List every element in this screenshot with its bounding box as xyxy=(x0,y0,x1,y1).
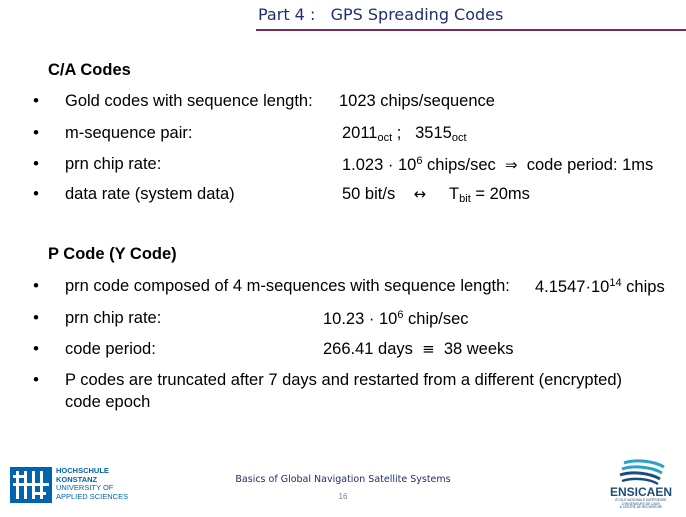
p-chip-rate-unit: chip/sec xyxy=(408,310,469,328)
t-bit-subscript: bit xyxy=(459,193,471,205)
bullet-value xyxy=(342,155,653,175)
htwg-line-4: APPLIED SCIENCES xyxy=(56,491,129,501)
left-right-arrow-icon: ↔ xyxy=(413,185,427,203)
p-seq-unit: chips xyxy=(626,278,665,296)
p-period-weeks: 38 weeks xyxy=(443,340,514,358)
slide-footer xyxy=(0,455,686,517)
bullet-label: m-sequence pair: xyxy=(65,124,193,142)
bullet-label: prn chip rate: xyxy=(65,309,162,327)
m-seq-value-2: 3515 xyxy=(415,124,452,142)
chip-rate-unit: chips/sec xyxy=(427,156,496,174)
p-code-heading: P Code (Y Code) xyxy=(48,245,177,263)
p-chip-rate-exponent: 6 xyxy=(397,309,404,321)
m-seq-separator: ; xyxy=(396,124,402,142)
bullet-value xyxy=(323,309,469,329)
bullet-dot: • xyxy=(33,155,39,173)
bullet-dot: • xyxy=(33,340,39,358)
t-bit-symbol: T xyxy=(449,185,460,203)
code-period-text: code period: 1ms xyxy=(526,156,654,174)
bullet-dot: • xyxy=(33,309,39,327)
htwg-line-2: KONSTANZ xyxy=(56,474,98,484)
p-seq-exponent: 14 xyxy=(609,277,622,289)
bullet-value xyxy=(342,124,467,144)
implies-arrow-icon: ⇒ xyxy=(504,156,518,174)
bullet-label: data rate (system data) xyxy=(65,185,235,203)
bullet-dot: • xyxy=(33,185,39,203)
bullet-label: prn chip rate: xyxy=(65,155,162,173)
slide-title-text: GPS Spreading Codes xyxy=(330,5,504,24)
bullet-label: P codes are truncated after 7 days and restarted from a different (encrypted) xyxy=(65,371,623,389)
slide-part-label: Part 4 : xyxy=(258,5,316,24)
p-period-days: 266.41 days xyxy=(323,340,413,358)
chip-rate-mantissa: 1.023 · 10 xyxy=(342,156,417,174)
data-rate-value: 50 bit/s xyxy=(342,185,396,203)
bullet-label: Gold codes with sequence length: xyxy=(65,92,313,110)
bullet-value xyxy=(535,277,665,297)
bullet-value xyxy=(342,185,530,205)
m-seq-value-1: 2011 xyxy=(342,124,378,142)
ensicaen-name: ENSICAEN xyxy=(609,485,672,499)
m-seq-sub-2: oct xyxy=(451,132,467,144)
t-bit-value: = 20ms xyxy=(475,185,530,203)
page-number: 16 xyxy=(338,492,348,501)
ensicaen-subtitle xyxy=(604,499,678,510)
ensicaen-sub-line-1: ÉCOLE NATIONALE SUPÉRIEURE D'INGÉNIEURS DE CAEN xyxy=(615,498,667,506)
m-seq-sub-1: oct xyxy=(377,132,393,144)
bullet-label: prn code composed of 4 m-sequences with sequence length: xyxy=(65,277,510,295)
bullet-dot: • xyxy=(33,92,39,110)
p-chip-rate-mantissa: 10.23 · 10 xyxy=(323,310,398,328)
htwg-line-3: UNIVERSITY OF xyxy=(56,483,114,492)
ca-codes-heading: C/A Codes xyxy=(48,61,131,79)
bullet-value xyxy=(323,340,514,359)
htwg-line-1: HOCHSCHULE xyxy=(56,466,109,475)
p-seq-mantissa: 4.1547·10 xyxy=(535,278,610,296)
ensicaen-sub-line-2: & CENTRE DE RECHERCHE xyxy=(619,505,663,510)
bullet-dot: • xyxy=(33,371,39,389)
bullet-value: 1023 chips/sequence xyxy=(339,92,495,110)
bullet-label: code period: xyxy=(65,340,156,358)
equivalent-icon: ≡ xyxy=(422,340,435,358)
chip-rate-exponent: 6 xyxy=(416,155,423,167)
bullet-dot: • xyxy=(33,124,39,142)
course-title: Basics of Global Navigation Satellite Systems xyxy=(235,474,451,485)
bullet-label-continued: code epoch xyxy=(65,393,151,411)
bullet-dot: • xyxy=(33,277,39,295)
